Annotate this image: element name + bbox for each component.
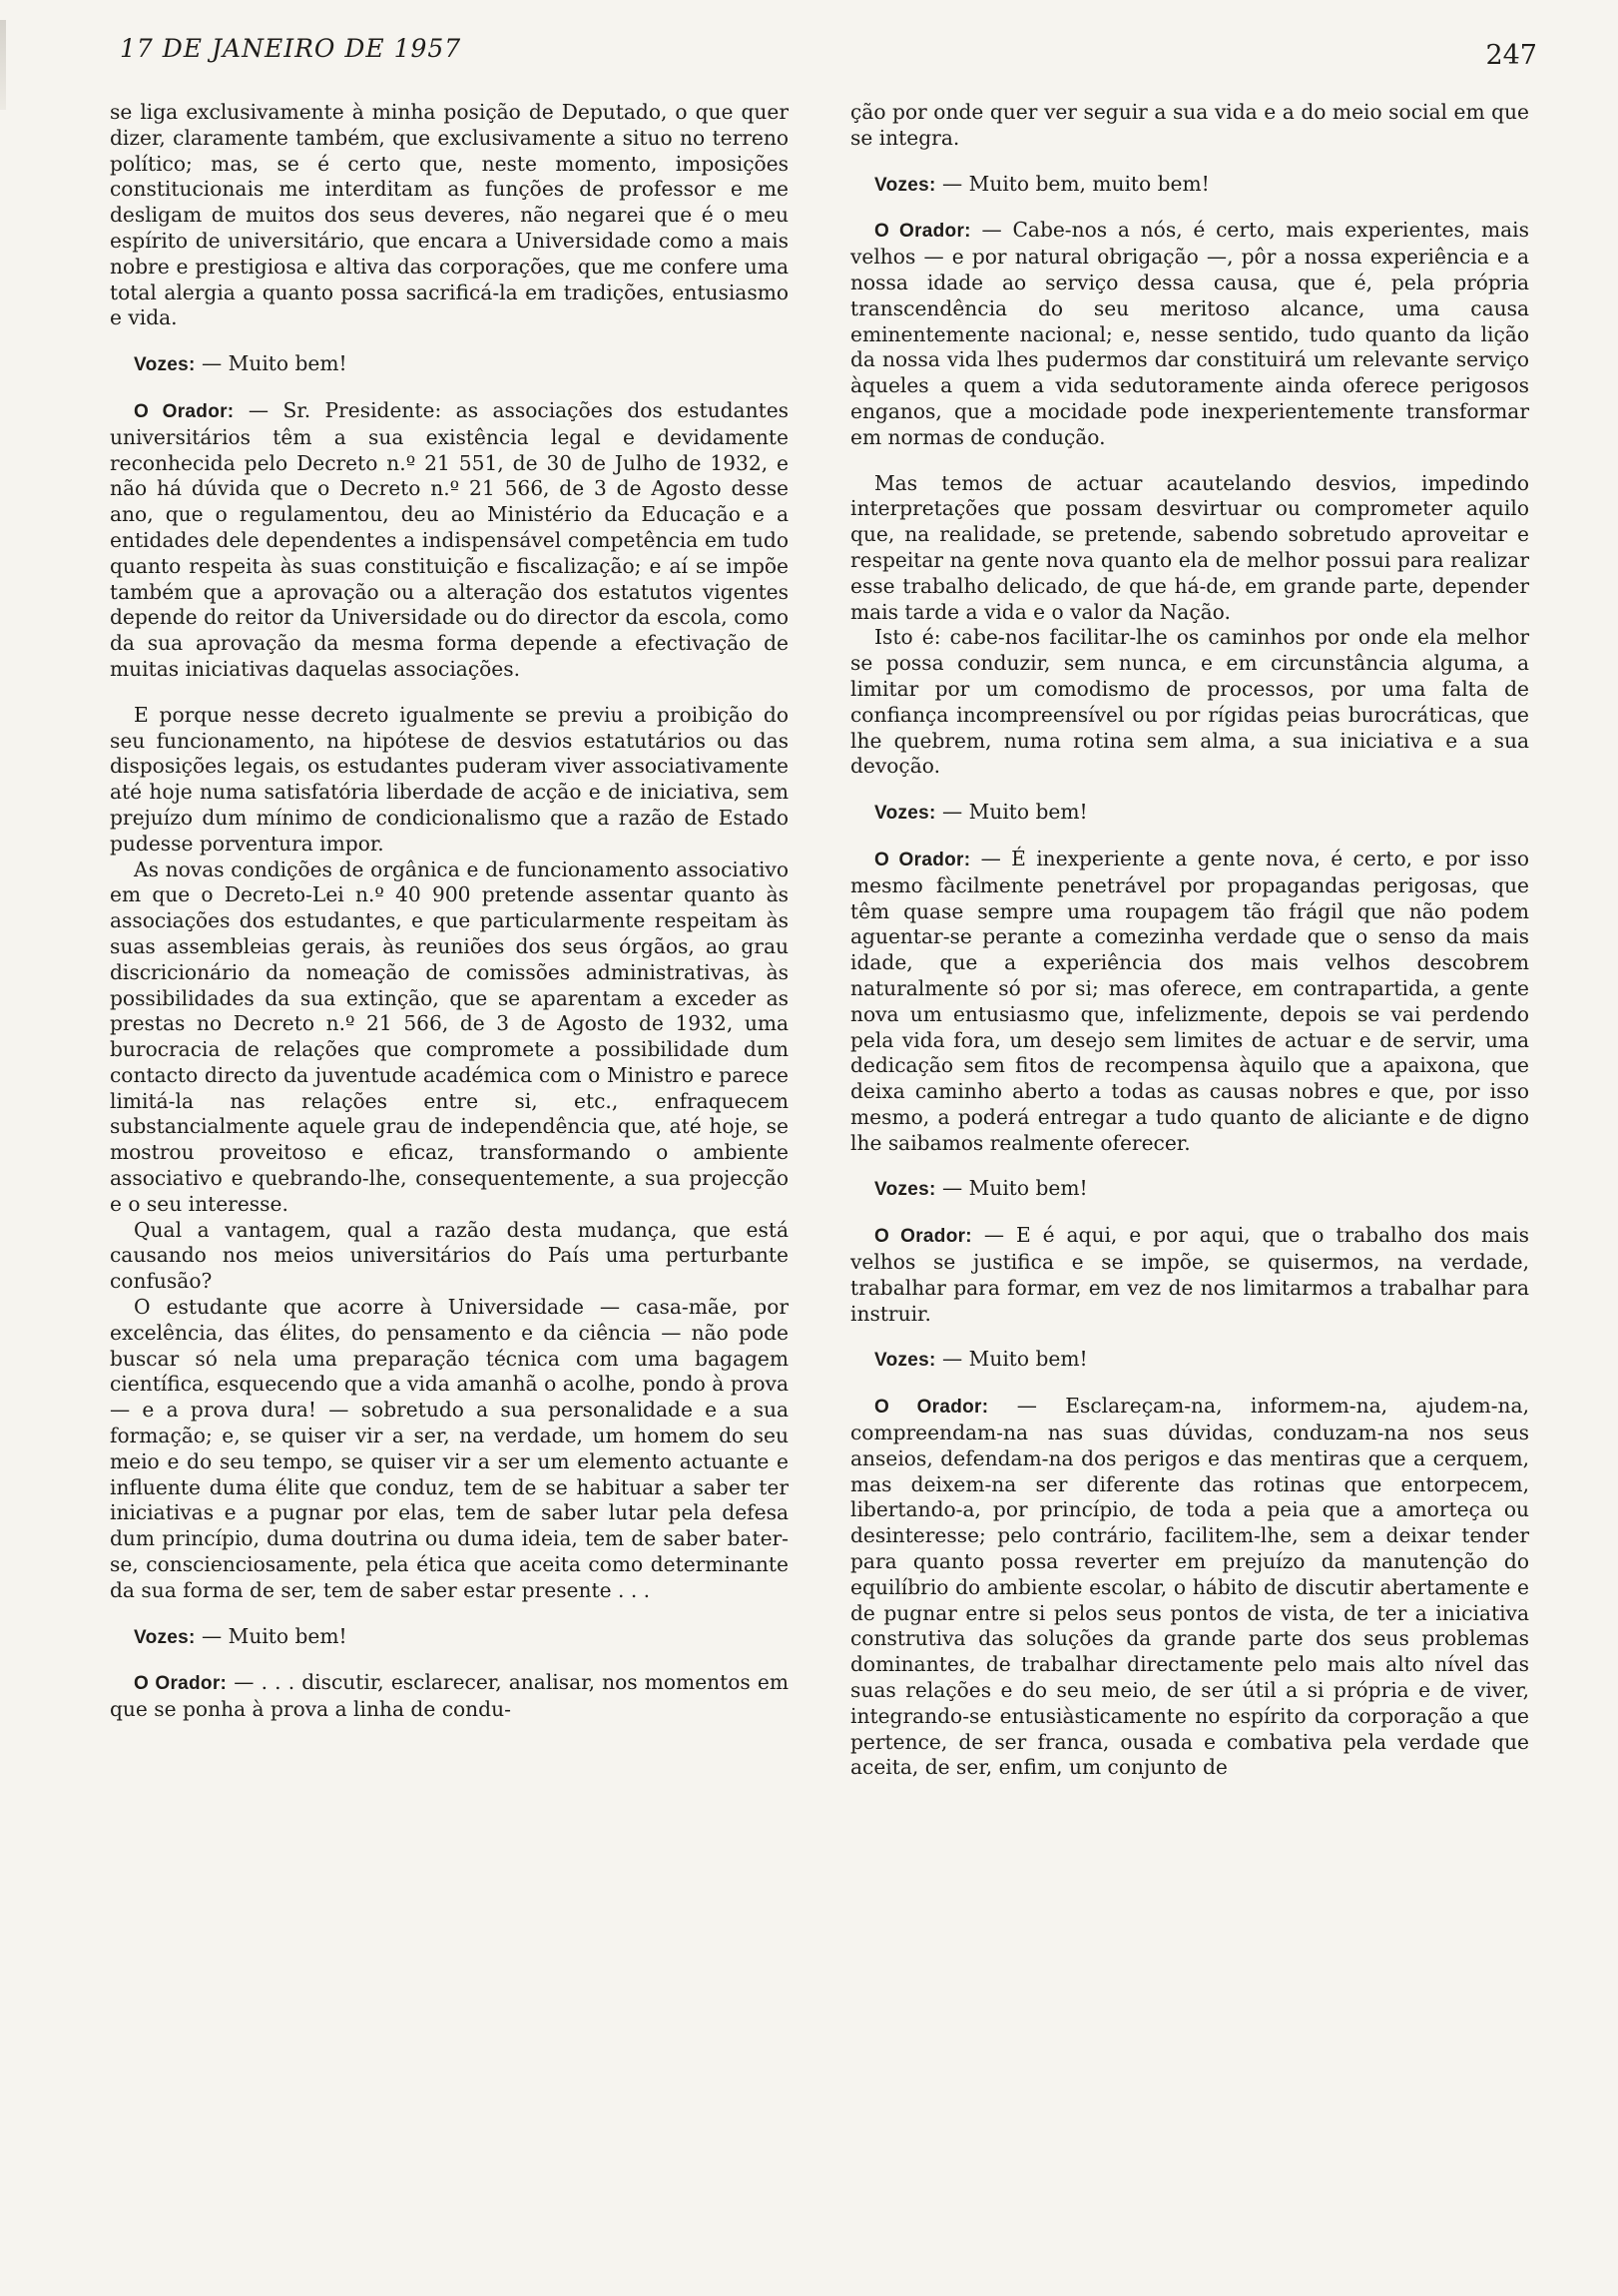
body-paragraph: se liga exclusivamente à minha posição de Deputado, o que quer dizer, claramente também, que exclusivamente a situo no terreno político; mas, se é certo que, neste momento, imposições constitucionais me interditam as funções de professor e me desligam de muitos dos seus deveres, não negarei que é o meu espírito de universitário, que encara a Universidade como a mais nobre e prestigiosa e altiva das corporações, que me confere uma total alergia a quanto possa sacrificá-la em tradições, entusiasmo e vida. <box>110 100 789 330</box>
speech-paragraph <box>110 1670 789 1723</box>
page-number: 247 <box>1485 40 1537 71</box>
speech-paragraph <box>850 1176 1529 1203</box>
body-paragraph: E porque nesse decreto igualmente se previu a proibição do seu funcionamento, na hipótese de desvios estatutários ou das disposições legais, os estudantes puderam viver associativamente até hoje numa satisfatória liberdade de acção e de iniciativa, sem prejuízo dum mínimo de condicionalismo que a razão de Estado pudesse porventura impor. <box>110 702 789 856</box>
speech-paragraph <box>110 351 789 378</box>
speech-paragraph <box>850 800 1529 827</box>
speaker-label: Vozes: <box>874 1350 936 1372</box>
body-paragraph: Mas temos de actuar acautelando desvios, impedindo interpretações que possam desvirtuar ou comprometer aquilo que, na realidade, se pretende, sabendo sobretudo aproveitar e respeitar na gente nova quanto ela de melhor possui para realizar esse trabalho delicado, de que há-de, em grande parte, depender mais tarde a vida e o valor da Nação. <box>850 470 1529 624</box>
body-paragraph: As novas condições de orgânica e de funcionamento associativo em que o Decreto-Lei n.º 40 900 pretende assentar quanto às associações dos estudantes, e que particularmente respeitam às suas assembleias gerais, às reuniões dos seus órgãos, ao grau discricionário da nomeação de comissões administrativas, às possibilidades da sua extinção, que se aparentam a exceder as prestas no Decreto n.º 21 566, de 3 de Agosto de 1932, uma burocracia de relações que compromete a possibilidade dum contacto directo da juventude académica com o Ministro e parece limitá-la nas relações entre si, etc., enfraquecem substancialmente aquele grau de independência que, até hoje, se mostrou proveitoso e eficaz, transformando o ambiente associativo e quebrando-lhe, consequentemente, a sua projecção e o seu interesse. <box>110 857 789 1216</box>
speech-paragraph <box>850 218 1529 450</box>
speaker-label: O Orador: <box>874 221 971 243</box>
speaker-label: Vozes: <box>874 1179 936 1201</box>
body-paragraph: O estudante que acorre à Universidade — casa-mãe, por excelência, das élites, do pensamento e da ciência — não pode buscar só nela uma preparação técnica com uma bagagem científica, esquecendo que a vida amanhã o acolhe, pondo à prova — e a prova dura! — sobretudo a sua personalidade e a sua formação; e, se quiser vir a ser, na verdade, um homem do seu meio e do seu tempo, se quiser vir a ser um elemento actuante e influente duma élite que conduz, tem de se habituar a saber ter iniciativas e a pugnar por elas, tem de saber lutar pela defesa dum princípio, duma doutrina ou duma ideia, tem de saber bater-se, conscienciosamente, pela ética que aceita como determinante da sua forma de ser, tem de saber estar presente . . . <box>110 1295 789 1602</box>
speaker-label: Vozes: <box>874 174 936 196</box>
speech-text: — Esclareçam-na, informem-na, ajudem-na, compreendam-na nas suas dúvidas, conduzam-na nos seus anseios, defendam-na dos perigos e das mentiras que a cerquem, mas deixem-na ser diferente das rotinas que entorpecem, libertando-a, por princípio, de toda a peia que a amorteça ou desinteresse; pelo contrário, facilitem-lhe, sem a deixar tender para quanto possa reverter em prejuízo da manutenção do equilíbrio do ambiente escolar, o hábito de discutir abertamente e de pugnar entre si pelos seus pontos de vista, de ter a iniciativa construtiva das soluções da grande parte dos seus problemas dominantes, de trabalhar directamente pelo mais alto nível das suas relações e do seu meio, de ser útil a si própria e de viver, integrando-se entusiàsticamente no espírito da corporação a que pertence, de ser franca, ousada e combativa pela verdade que aceita, de ser, enfim, um conjunto de <box>850 1394 1529 1780</box>
page-header <box>120 30 1537 74</box>
speech-text: — É inexperiente a gente nova, é certo, e por isso mesmo fàcilmente penetrável por propagandas perigosas, que têm quase sempre uma roupagem tão frágil que não podem aguentar-se perante a comezinha verdade que o senso da mais idade, que a experiência dos mais velhos descobrem naturalmente só por si; mas oferece, em contrapartida, a gente nova um entusiasmo que, infelizmente, depois se vai perdendo pela vida fora, um desejo sem limites de actuar e de servir, uma dedicação sem fitos de recompensa àquilo que a apaixona, que deixa caminho aberto a todas as causas nobres e que, por isso mesmo, a poderá entregar a tudo quanto de aliciante e de digno lhe saibamos realmente oferecer. <box>850 846 1529 1155</box>
header-date: 17 DE JANEIRO DE 1957 <box>120 34 462 63</box>
speech-text: — . . . discutir, esclarecer, analisar, nos momentos em que se ponha à prova a linha de condu- <box>110 1670 789 1722</box>
speech-paragraph <box>850 1223 1529 1327</box>
speaker-label: Vozes: <box>134 1626 196 1648</box>
speech-text: — Muito bem! <box>195 1623 347 1648</box>
speaker-label: O Orador: <box>134 1673 228 1695</box>
speaker-label: O Orador: <box>874 1226 972 1248</box>
speaker-label: Vozes: <box>874 803 936 825</box>
scan-edge-mark <box>0 20 6 110</box>
speech-text: — Muito bem! <box>195 351 347 376</box>
speech-paragraph <box>850 847 1529 1157</box>
speaker-label: O Orador: <box>874 849 971 870</box>
speech-text: — Muito bem! <box>935 1347 1088 1372</box>
speaker-label: O Orador: <box>874 1397 989 1419</box>
left-text-column <box>110 100 789 1743</box>
speech-text: — Muito bem! <box>935 1176 1088 1201</box>
speech-paragraph <box>850 1347 1529 1374</box>
body-paragraph: Isto é: cabe-nos facilitar-lhe os caminhos por onde ela melhor se possa conduzir, sem nunca, e em circunstância alguma, a limitar por um comodismo de processos, por uma falta de confiança incompreensível ou por rígidas peias burocráticas, que lhe quebrem, numa rotina sem alma, a sua iniciativa e a sua devoção. <box>850 625 1529 779</box>
speech-paragraph <box>850 172 1529 199</box>
right-text-column <box>850 100 1529 1801</box>
speech-text: — E é aqui, e por aqui, que o trabalho dos mais velhos se justifica e se impõe, se quisermos, na verdade, trabalhar para formar, em vez de nos limitarmos a trabalhar para instruir. <box>850 1223 1529 1326</box>
body-paragraph: ção por onde quer ver seguir a sua vida e a do meio social em que se integra. <box>850 100 1529 150</box>
speech-text: — Muito bem, muito bem! <box>935 171 1210 196</box>
speech-paragraph <box>110 398 789 683</box>
speech-paragraph <box>110 1624 789 1651</box>
speaker-label: O Orador: <box>134 400 235 422</box>
speech-paragraph <box>850 1394 1529 1781</box>
speech-text: — Cabe-nos a nós, é certo, mais experientes, mais velhos — e por natural obrigação —, pôr a nossa experiência e a nossa idade ao serviço dessa causa, que é, pela própria transcendência do seu meritoso alcance, uma causa eminentemente nacional; e, nesse sentido, tudo quanto da lição da nossa vida lhes pudermos dar constituirá um relevante serviço àqueles a quem a vida sedutoramente ainda oferece perigosos enganos, que a mocidade pode inexperientemente transformar em normas de condução. <box>850 218 1529 449</box>
body-paragraph: Qual a vantagem, qual a razão desta mudança, que está causando nos meios universitários do País uma perturbante confusão? <box>110 1217 789 1294</box>
speaker-label: Vozes: <box>134 354 196 376</box>
speech-text: — Muito bem! <box>935 800 1088 825</box>
speech-text: — Sr. Presidente: as associações dos estudantes universitários têm a sua existência legal e devidamente reconhecida pelo Decreto n.º 21 551, de 30 de Julho de 1932, e não há dúvida que o Decreto n.º 21 566, de 3 de Agosto desse ano, que o regulamentou, deu ao Ministério da Educação e a entidades dele dependentes a indispensável competência em tudo quanto respeita às suas constituição e fiscalização; e aí se impõe também que a aprovação ou a alteração dos estatutos vigentes depende do reitor da Universidade ou do director da escola, como da sua aprovação da mesma forma depende a efectivação de muitas iniciativas daquelas associações. <box>110 397 790 681</box>
